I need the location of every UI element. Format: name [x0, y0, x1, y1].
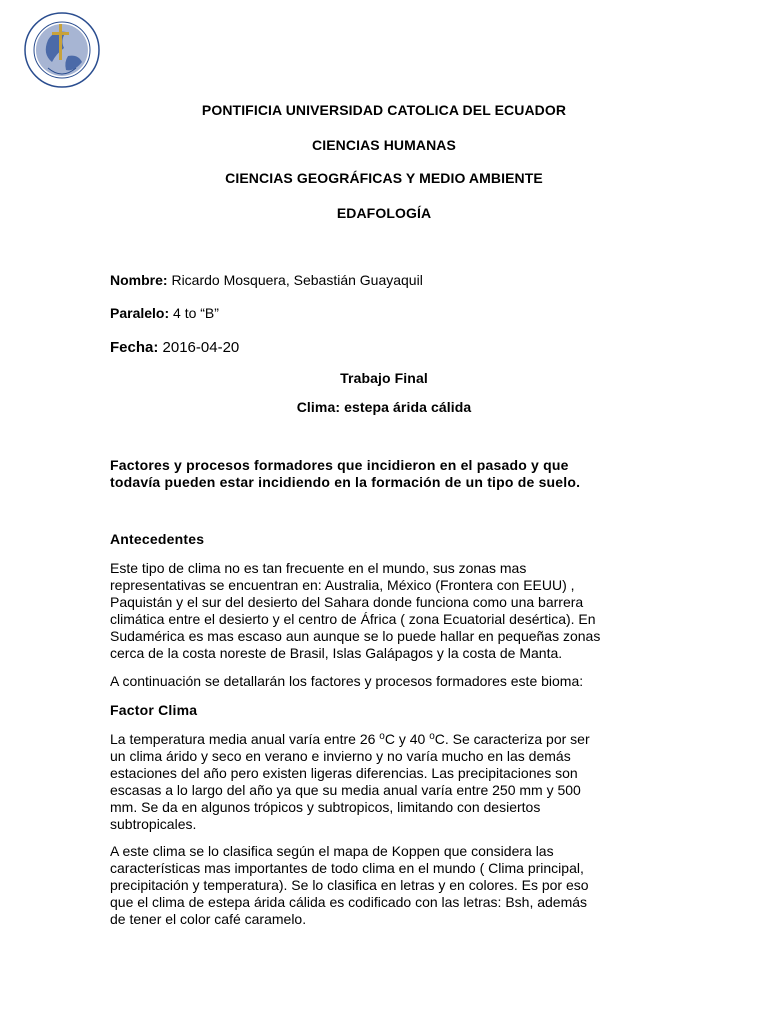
intro-paragraph — [110, 673, 655, 690]
paragraph-line: mm. Se da en algunos trópicos y subtropicos, limitando con desiertos — [110, 799, 541, 815]
factor-clima-heading: Factor Clima — [110, 702, 198, 718]
factors-heading-line: Factores y procesos formadores que incidieron en el pasado y que — [110, 457, 569, 473]
parallel-field — [110, 305, 219, 321]
factors-heading-line: todavía pueden estar incidiendo en la formación de un tipo de suelo. — [110, 474, 581, 490]
paragraph-line: Este tipo de clima no es tan frecuente en el mundo, sus zonas mas — [110, 560, 527, 576]
koppen-paragraph — [110, 843, 655, 928]
text-run: La temperatura media anual varía entre 26 — [110, 731, 380, 747]
paragraph-line — [110, 731, 655, 748]
paragraph-line: Sudamérica es mas escaso aun aunque se lo puede hallar en pequeñas zonas — [110, 628, 601, 644]
paragraph-line: climática entre el desierto y el centro de África ( zona Ecuatorial desértica). En — [110, 611, 596, 627]
paragraph-line: subtropicales. — [110, 816, 197, 832]
date-field — [110, 339, 239, 356]
university-logo — [14, 10, 104, 90]
text-run: C. Se caracteriza por ser — [434, 731, 590, 747]
paragraph-line: Paquistán y el sur del desierto del Sahara donde funciona como una barrera — [110, 594, 584, 610]
parallel-value: 4 to “B” — [169, 305, 219, 321]
course-name: EDAFOLOGÍA — [336, 205, 432, 221]
antecedentes-heading: Antecedentes — [110, 531, 205, 547]
paragraph-line: un clima árido y seco en verano e invierno y no varía mucho en las demás — [110, 748, 571, 764]
degree-mark: o — [429, 731, 435, 742]
text-run: C y 40 — [384, 731, 430, 747]
work-subtitle: Clima: estepa árida cálida — [296, 399, 472, 415]
paragraph-line: A este clima se lo clasifica según el mapa de Koppen que considera las — [110, 843, 554, 859]
factors-heading — [110, 457, 670, 491]
date-label: Fecha: — [110, 339, 159, 356]
name-value: Ricardo Mosquera, Sebastián Guayaquil — [167, 272, 423, 288]
university-seal-icon — [14, 10, 104, 90]
date-value: 2016-04-20 — [158, 339, 240, 356]
paragraph-line: que el clima de estepa árida cálida es codificado con las letras: Bsh, además — [110, 894, 588, 910]
name-field — [110, 272, 423, 288]
paragraph-line: cerca de la costa noreste de Brasil, Islas Galápagos y la costa de Manta. — [110, 645, 563, 661]
paragraph-line: características mas importantes de todo clima en el mundo ( Clima principal, — [110, 860, 584, 876]
paragraph-line: de tener el color café caramelo. — [110, 911, 307, 927]
parallel-label: Paralelo: — [110, 305, 170, 321]
factor-clima-paragraph — [110, 731, 655, 833]
name-label: Nombre: — [110, 272, 168, 288]
paragraph-line: A continuación se detallarán los factores y procesos formadores este bioma: — [110, 673, 584, 689]
paragraph-line: estaciones del año pero existen ligeras diferencias. Las precipitaciones son — [110, 765, 578, 781]
paragraph-line: escasas a lo largo del año ya que su media anual varía entre 250 mm y 500 — [110, 782, 581, 798]
paragraph-line: precipitación y temperatura). Se lo clasifica en letras y en colores. Es por eso — [110, 877, 589, 893]
faculty-name: CIENCIAS HUMANAS — [312, 137, 456, 153]
university-name: PONTIFICIA UNIVERSIDAD CATOLICA DEL ECUADOR — [201, 102, 567, 118]
paragraph-line: representativas se encuentran en: Australia, México (Frontera con EEUU) , — [110, 577, 575, 593]
program-name: CIENCIAS GEOGRÁFICAS Y MEDIO AMBIENTE — [225, 170, 543, 186]
degree-mark: o — [379, 731, 385, 742]
work-title: Trabajo Final — [340, 370, 428, 386]
antecedentes-paragraph — [110, 560, 655, 662]
